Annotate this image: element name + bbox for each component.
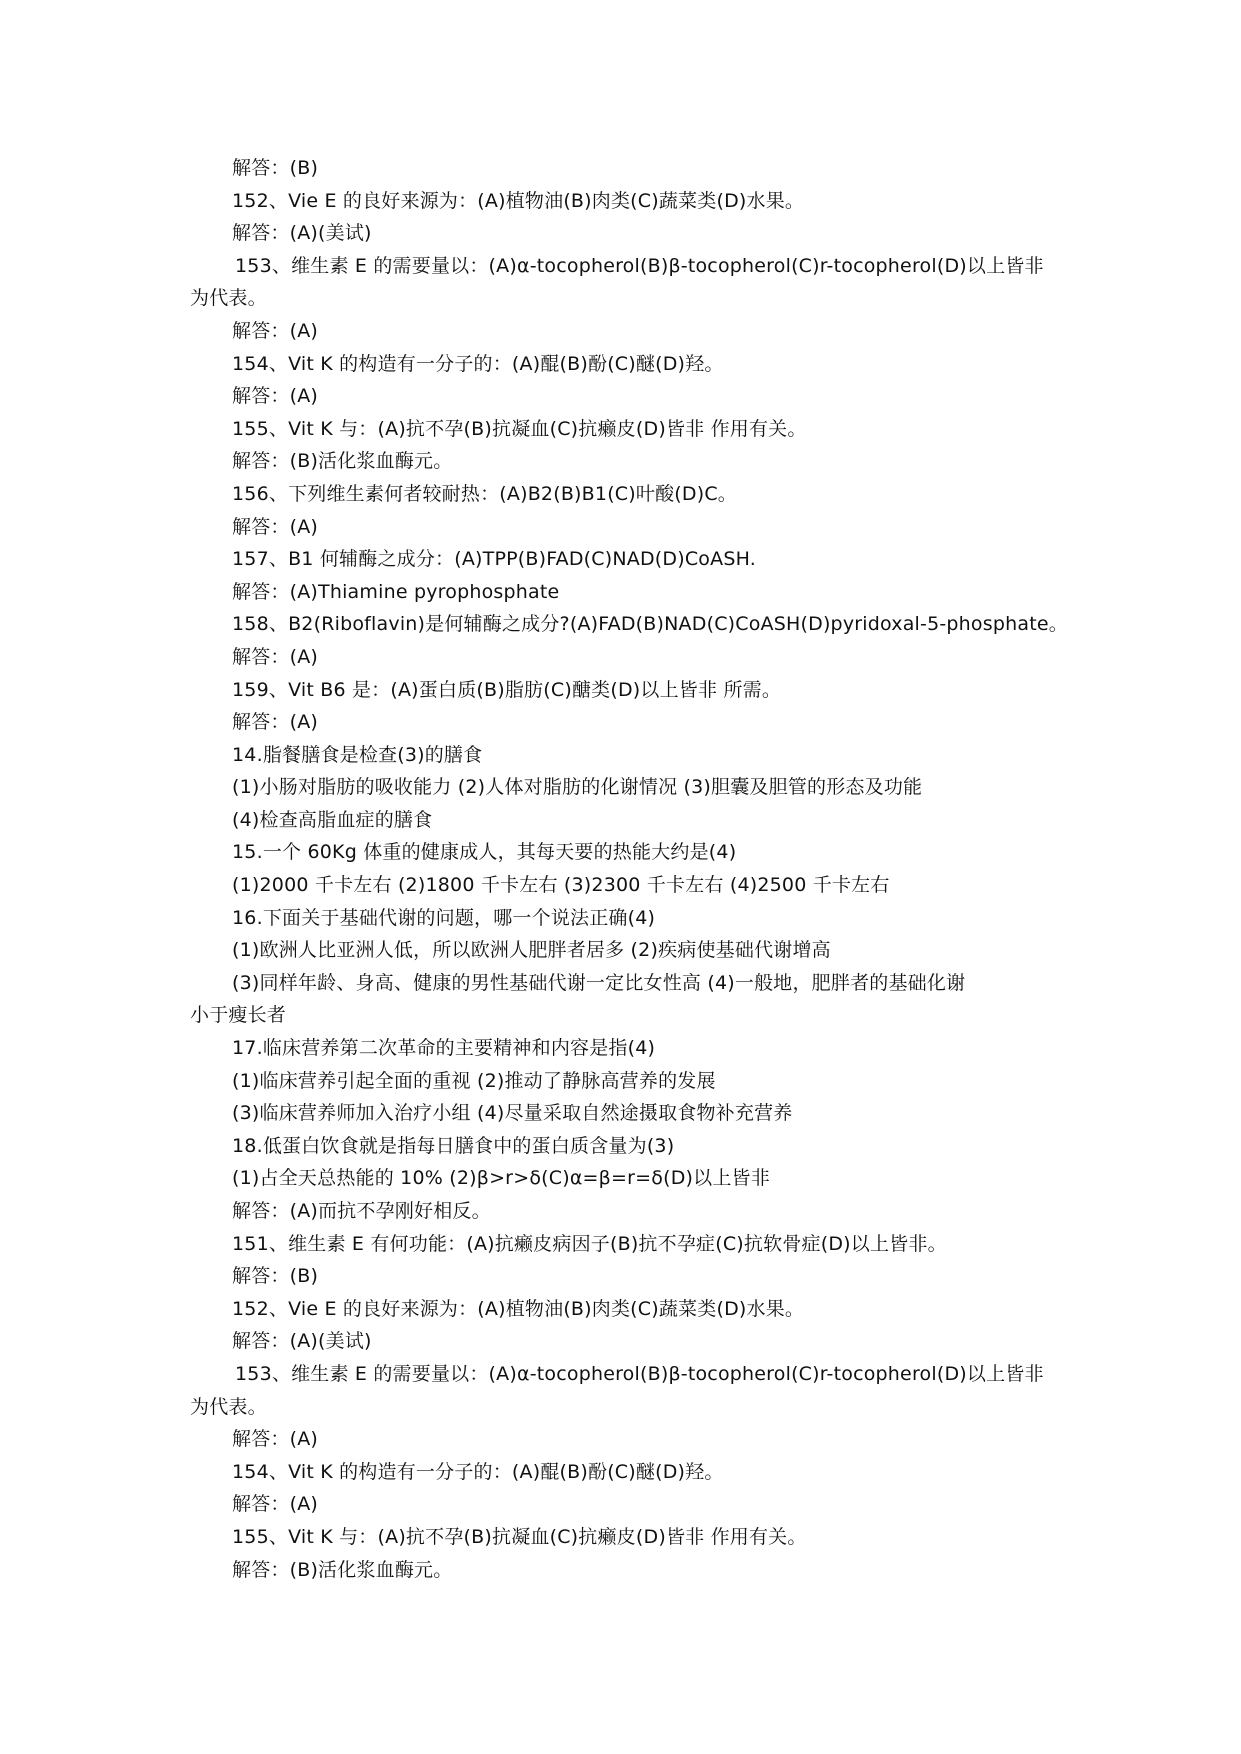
text-line: (1)欧洲人比亚洲人低，所以欧洲人肥胖者居多 (2)疾病使基础代谢增高 bbox=[232, 939, 831, 962]
text-line: 为代表。 bbox=[190, 287, 267, 310]
text-line: 解答：(A) bbox=[232, 711, 319, 734]
text-line: 解答：(B) bbox=[232, 1265, 319, 1288]
text-line: 小于瘦长者 bbox=[190, 1004, 287, 1027]
text-line: 16.下面关于基础代谢的问题，哪一个说法正确(4) bbox=[232, 906, 656, 929]
text-line: 解答：(A) bbox=[232, 1493, 319, 1516]
text-line: (4)检查高脂血症的膳食 bbox=[232, 808, 433, 831]
text-line: 157、B1 何辅酶之成分：(A)TPP(B)FAD(C)NAD(D)CoASH. bbox=[232, 548, 756, 571]
text-line: 153、维生素 E 的需要量以：(A)α-tocopherol(B)β-tocopherol(C)r-tocopherol(D)以上皆非 bbox=[235, 254, 1044, 277]
text-line: 17.临床营养第二次革命的主要精神和内容是指(4) bbox=[232, 1037, 656, 1060]
text-line: 解答：(A) bbox=[232, 385, 319, 408]
text-line: 152、Vie E 的良好来源为：(A)植物油(B)肉类(C)蔬菜类(D)水果。 bbox=[232, 189, 805, 212]
text-line: 解答：(A) bbox=[232, 1428, 319, 1451]
text-line: 解答：(A) bbox=[232, 319, 319, 342]
text-line: (3)临床营养师加入治疗小组 (4)尽量采取自然途摄取食物补充营养 bbox=[232, 1102, 793, 1125]
text-line: 18.低蛋白饮食就是指每日膳食中的蛋白质含量为(3) bbox=[232, 1134, 675, 1157]
text-line: 解答：(A) bbox=[232, 645, 319, 668]
text-line: 为代表。 bbox=[190, 1395, 267, 1418]
text-line: 155、Vit K 与：(A)抗不孕(B)抗凝血(C)抗癞皮(D)皆非 作用有关。 bbox=[232, 1525, 807, 1548]
text-line: 解答：(A) bbox=[232, 515, 319, 538]
text-line: 158、B2(Riboflavin)是何辅酶之成分?(A)FAD(B)NAD(C)CoASH(D)pyridoxal-5-phosphate。 bbox=[232, 613, 1068, 636]
text-line: 解答：(B)活化浆血酶元。 bbox=[232, 450, 453, 473]
text-line: 156、下列维生素何者较耐热：(A)B2(B)B1(C)叶酸(D)C。 bbox=[232, 482, 738, 505]
text-line: 14.脂餐膳食是检查(3)的膳食 bbox=[232, 743, 483, 766]
text-line: 155、Vit K 与：(A)抗不孕(B)抗凝血(C)抗癞皮(D)皆非 作用有关。 bbox=[232, 417, 807, 440]
text-line: 154、Vit K 的构造有一分子的：(A)醌(B)酚(C)醚(D)羟。 bbox=[232, 352, 724, 375]
text-line: 151、维生素 E 有何功能：(A)抗癞皮病因子(B)抗不孕症(C)抗软骨症(D)以上皆非。 bbox=[232, 1232, 947, 1255]
text-line: (1)占全天总热能的 10% (2)β>r>δ(C)α=β=r=δ(D)以上皆非 bbox=[232, 1167, 770, 1190]
text-line: 解答：(B) bbox=[232, 157, 319, 179]
text-line: 152、Vie E 的良好来源为：(A)植物油(B)肉类(C)蔬菜类(D)水果。 bbox=[232, 1297, 805, 1320]
text-line: 解答：(A)而抗不孕刚好相反。 bbox=[232, 1200, 491, 1222]
text-line: (1)小肠对脂肪的吸收能力 (2)人体对脂肪的化谢情况 (3)胆囊及胆管的形态及功能 bbox=[232, 776, 923, 799]
text-line: 153、维生素 E 的需要量以：(A)α-tocopherol(B)β-tocopherol(C)r-tocopherol(D)以上皆非 bbox=[235, 1362, 1044, 1385]
text-line: 159、Vit B6 是：(A)蛋白质(B)脂肪(C)醣类(D)以上皆非 所需。 bbox=[232, 678, 782, 701]
text-line: 154、Vit K 的构造有一分子的：(A)醌(B)酚(C)醚(D)羟。 bbox=[232, 1460, 724, 1483]
text-line: (3)同样年龄、身高、健康的男性基础代谢一定比女性高 (4)一般地，肥胖者的基础化谢 bbox=[232, 971, 966, 994]
text-line: (1)临床营养引起全面的重视 (2)推动了静脉高营养的发展 bbox=[232, 1069, 716, 1092]
text-line: (1)2000 千卡左右 (2)1800 千卡左右 (3)2300 千卡左右 (4)2500 千卡左右 bbox=[232, 874, 890, 897]
text-line: 15.一个 60Kg 体重的健康成人，其每天要的热能大约是(4) bbox=[232, 841, 737, 864]
text-line: 解答：(B)活化浆血酶元。 bbox=[232, 1558, 453, 1581]
text-line: 解答：(A)(美试) bbox=[232, 222, 372, 245]
text-line: 解答：(A)Thiamine pyrophosphate bbox=[232, 580, 560, 603]
text-line: 解答：(A)(美试) bbox=[232, 1330, 372, 1353]
document-body bbox=[190, 152, 1068, 1586]
